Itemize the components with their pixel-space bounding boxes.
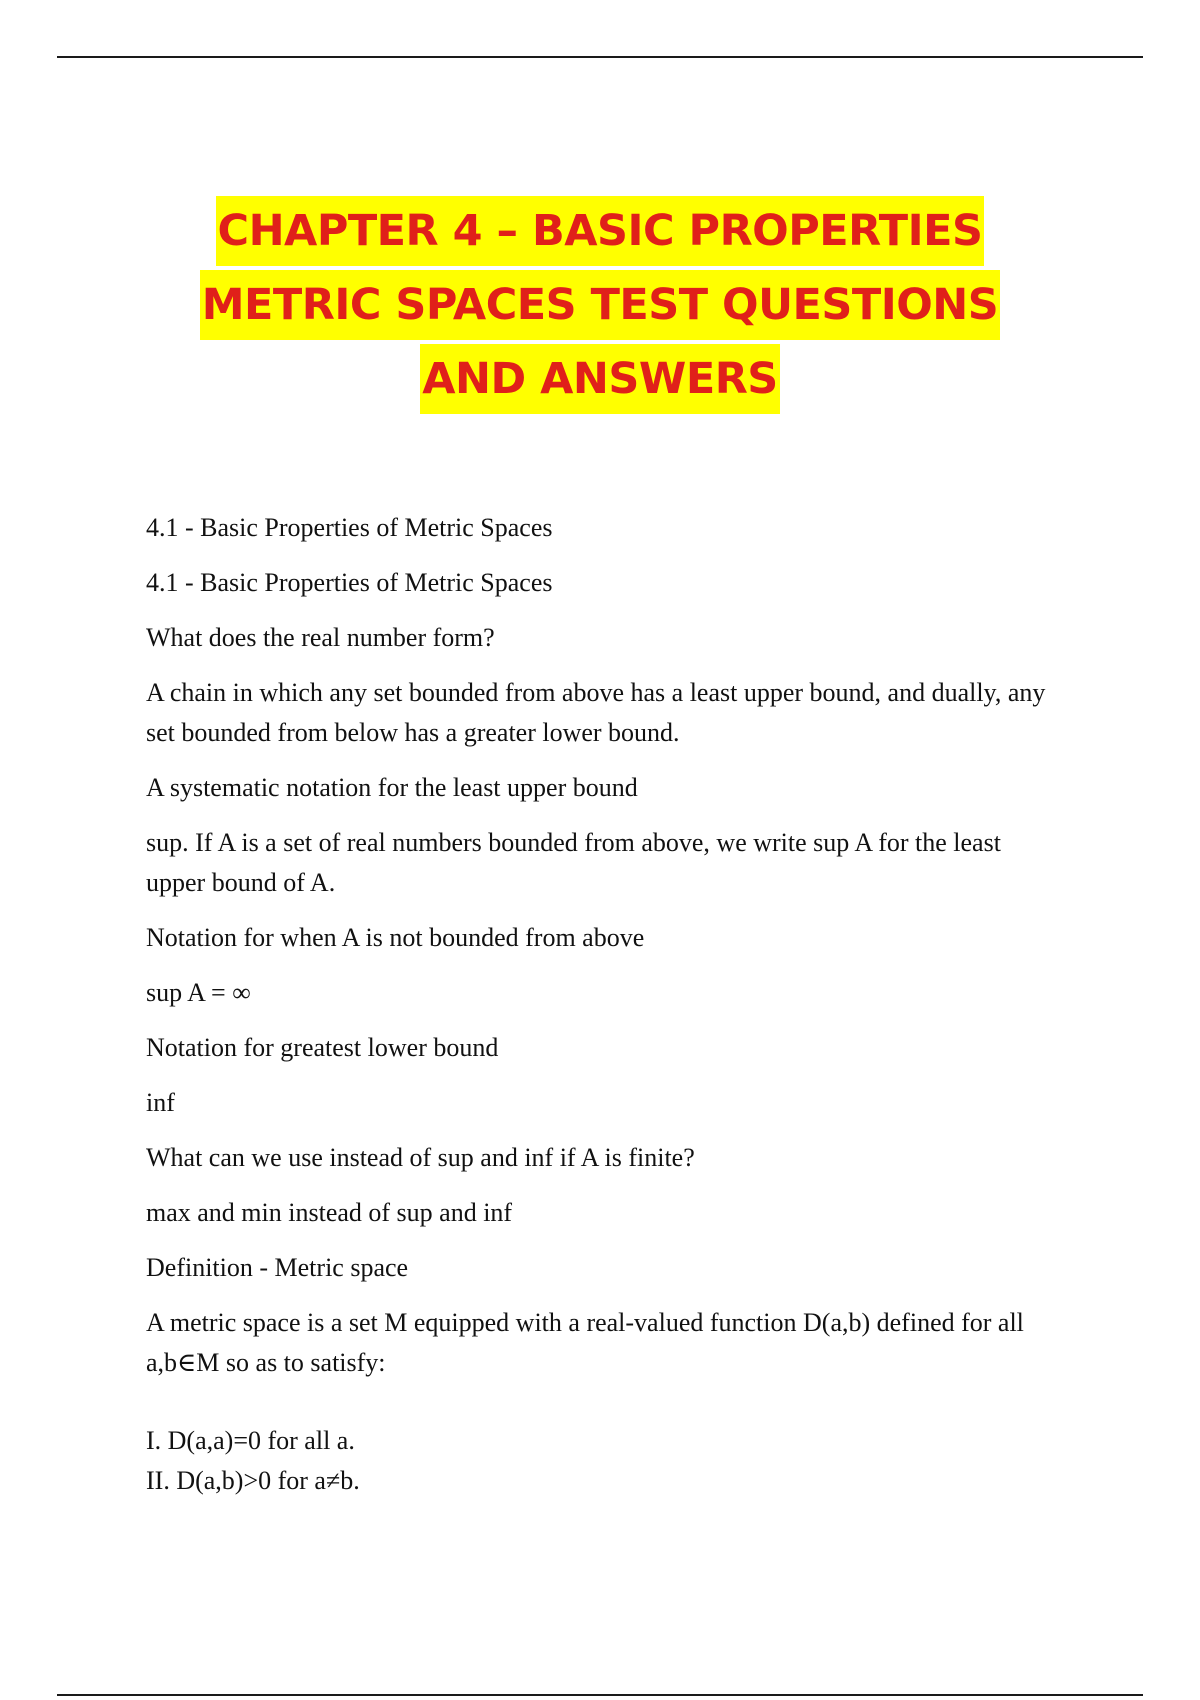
question: What does the real number form? (146, 623, 495, 652)
answer: sup. If A is a set of real numbers bounded from above, we write sup A for the least upper bound of A. (146, 828, 1001, 897)
question: Notation for when A is not bounded from above (146, 923, 645, 952)
section-heading-repeat: 4.1 - Basic Properties of Metric Spaces (146, 568, 553, 597)
answer: A metric space is a set M equipped with a real-valued function D(a,b) defined for all a,b∈M so as to satisfy: (146, 1308, 1024, 1377)
title-line-1: CHAPTER 4 – BASIC PROPERTIES (216, 196, 985, 266)
document-body (146, 508, 1046, 1501)
title-line-3: AND ANSWERS (420, 344, 780, 414)
answer: A chain in which any set bounded from above has a least upper bound, and dually, any set bounded from below has a greater lower bound. (146, 678, 1046, 747)
title-line-2: METRIC SPACES TEST QUESTIONS (200, 270, 1000, 340)
question: Notation for greatest lower bound (146, 1033, 499, 1062)
answer: max and min instead of sup and inf (146, 1198, 513, 1227)
footer-rule (57, 1694, 1143, 1696)
header-rule (57, 56, 1143, 58)
answer: inf (146, 1088, 175, 1117)
answer: sup A = ∞ (146, 978, 251, 1007)
axiom-item: I. D(a,a)=0 for all a. (146, 1426, 355, 1455)
question: What can we use instead of sup and inf if A is finite? (146, 1143, 695, 1172)
question: A systematic notation for the least upper bound (146, 773, 638, 802)
axiom-item: II. D(a,b)>0 for a≠b. (146, 1466, 360, 1495)
section-heading: 4.1 - Basic Properties of Metric Spaces (146, 513, 553, 542)
question: Definition - Metric space (146, 1253, 409, 1282)
document-title (0, 196, 1200, 418)
